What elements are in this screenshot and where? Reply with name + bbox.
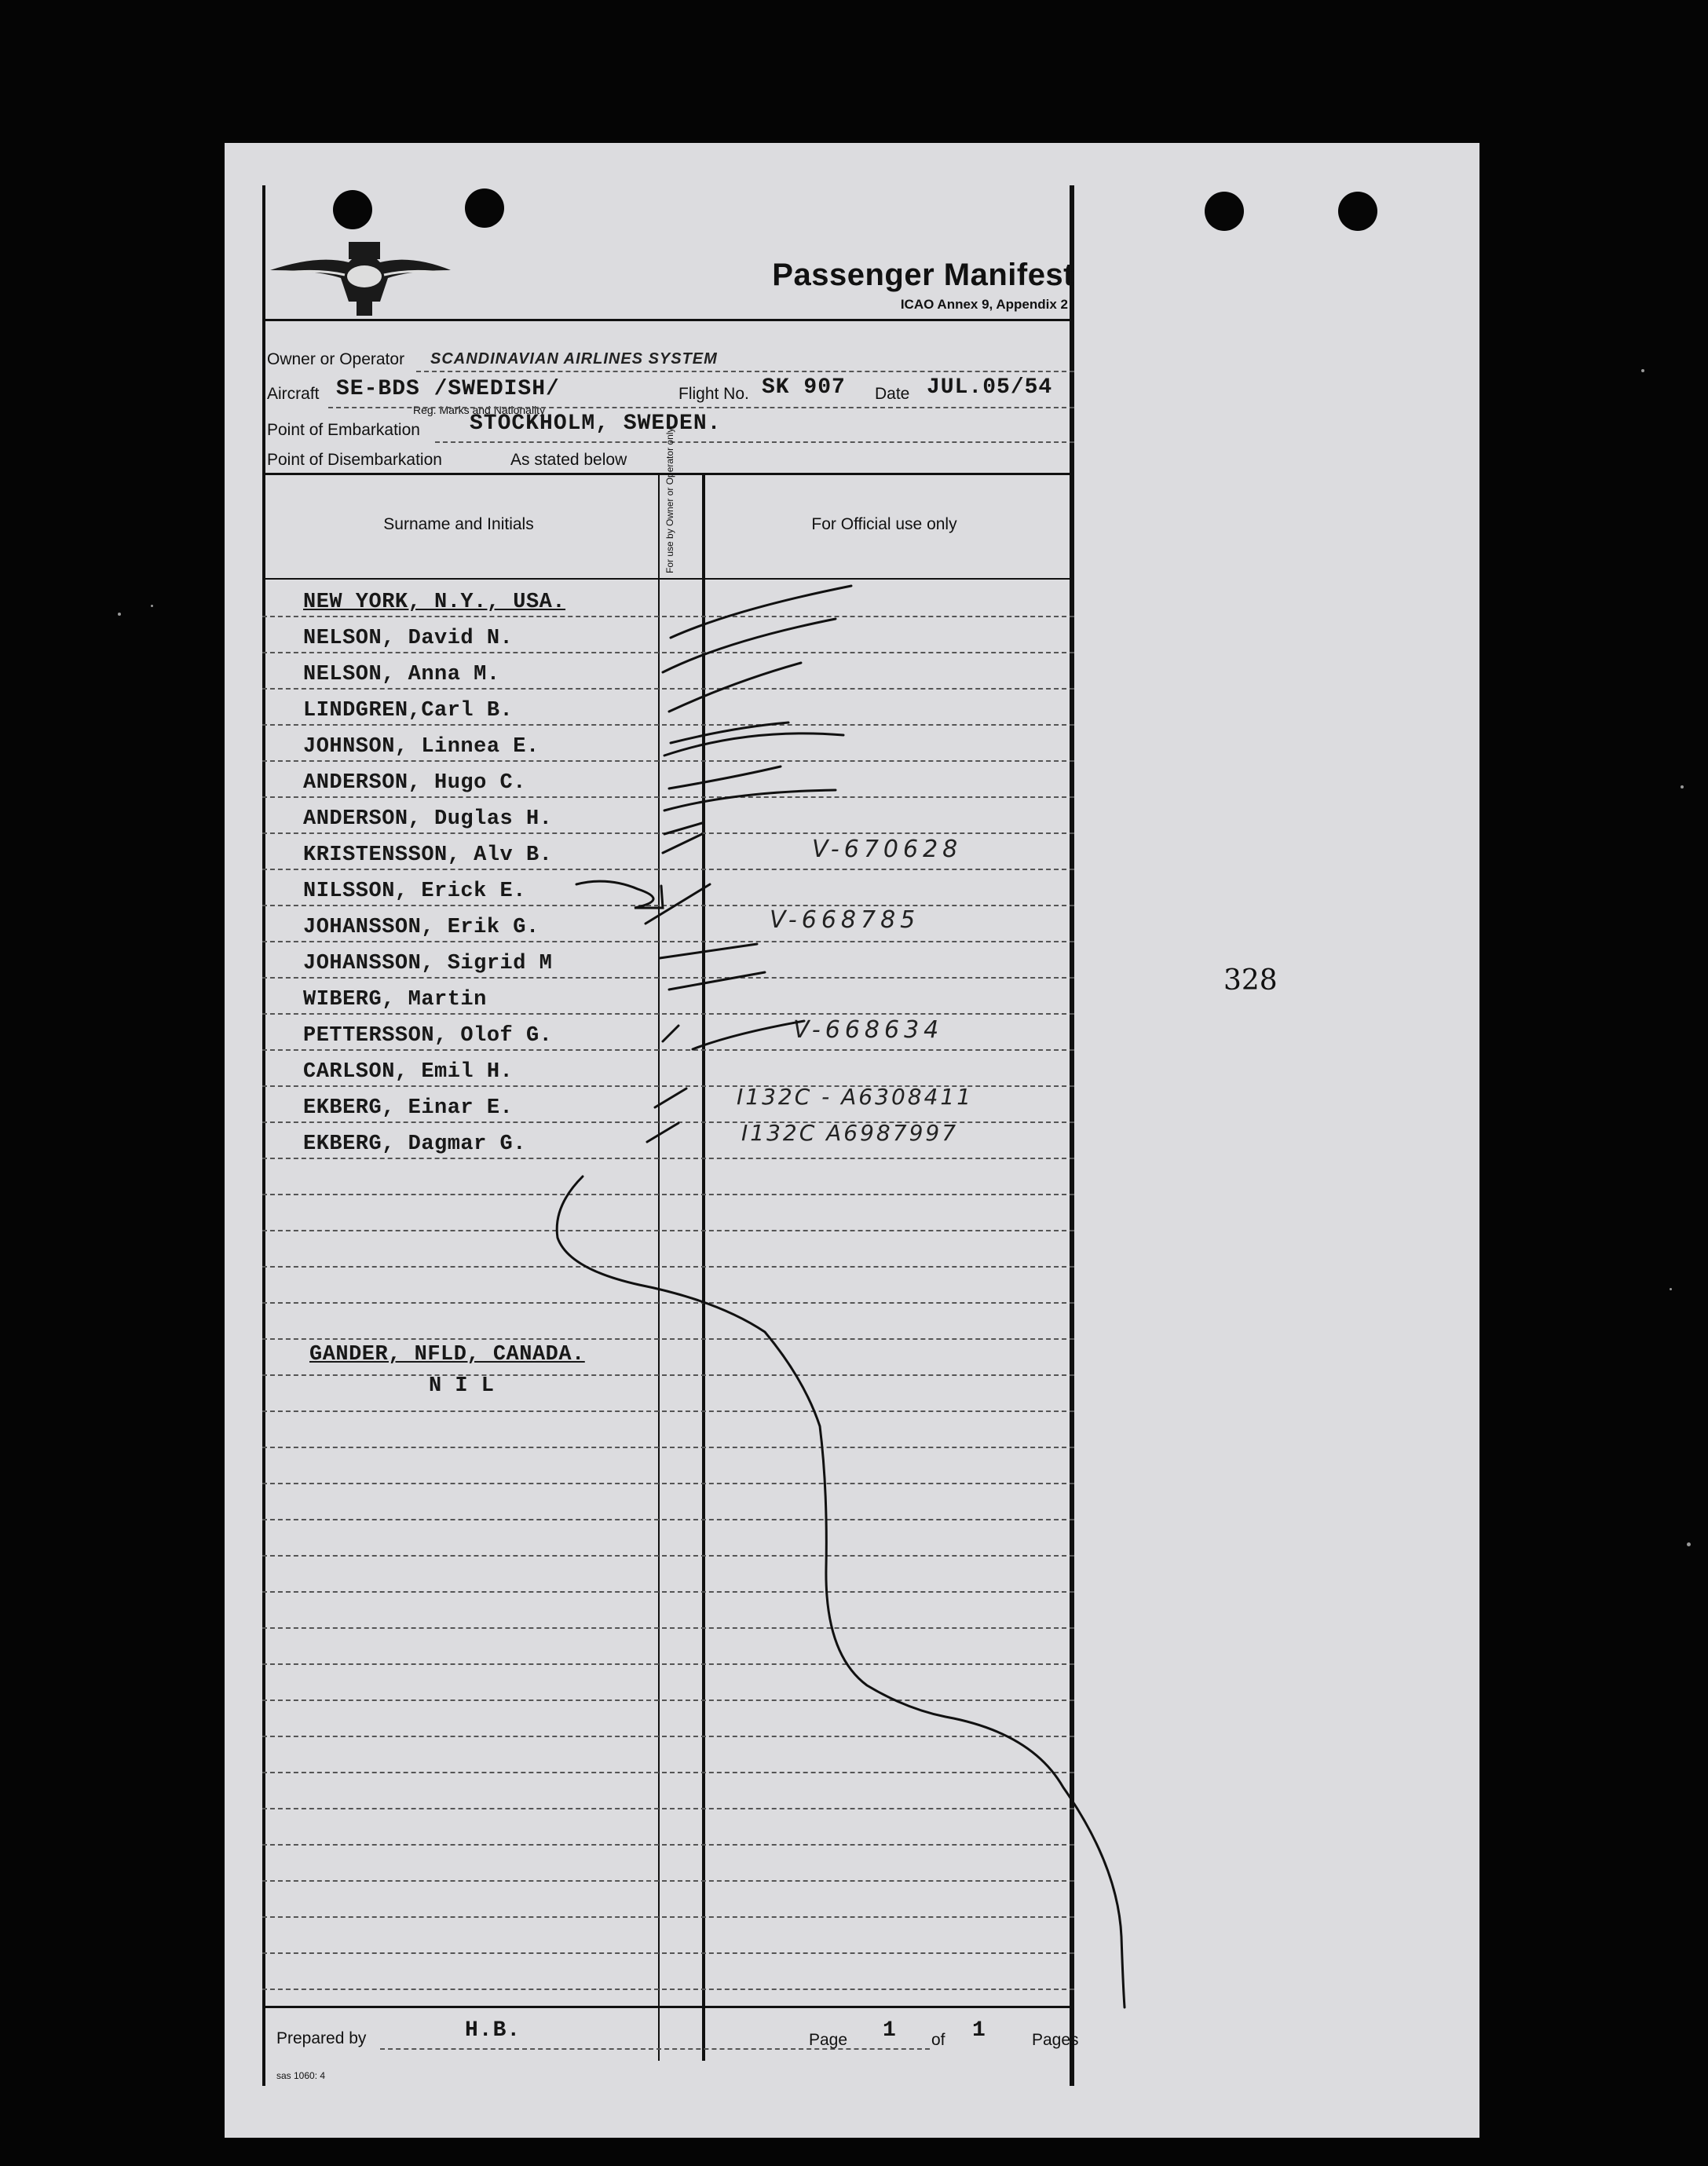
manifest-form bbox=[262, 185, 1079, 2086]
page-side-number: 328 bbox=[1223, 964, 1278, 997]
official-annotation: I132C - A6308411 bbox=[737, 1084, 974, 1110]
owner-label: Owner or Operator bbox=[267, 350, 405, 368]
of-label: of bbox=[931, 2031, 945, 2049]
passenger-name: NELSON, David N. bbox=[303, 627, 514, 650]
aircraft-label: Aircraft bbox=[267, 385, 320, 403]
pen-marks bbox=[262, 185, 1126, 2086]
passenger-name: EKBERG, Dagmar G. bbox=[303, 1132, 526, 1156]
gander-value: N I L bbox=[429, 1374, 495, 1398]
surname-column-header: Surname and Initials bbox=[383, 515, 534, 533]
scan-speck bbox=[151, 605, 153, 607]
scan-speck bbox=[1641, 369, 1644, 372]
scan-speck bbox=[1687, 1542, 1691, 1546]
owner-column-header: For use by Owner or Operator only bbox=[664, 427, 675, 573]
form-subtitle: ICAO Annex 9, Appendix 2 bbox=[900, 297, 1068, 312]
passenger-name: NILSSON, Erick E. bbox=[303, 880, 526, 903]
destination-heading: NEW YORK, N.Y., USA. bbox=[303, 591, 566, 614]
passenger-name: KRISTENSSON, Alv B. bbox=[303, 843, 553, 867]
scan-speck bbox=[1681, 785, 1684, 788]
passenger-name: NELSON, Anna M. bbox=[303, 663, 500, 686]
passenger-name: EKBERG, Einar E. bbox=[303, 1096, 514, 1120]
passenger-name: LINDGREN,Carl B. bbox=[303, 699, 514, 723]
passenger-name: JOHANSSON, Erik G. bbox=[303, 916, 539, 939]
scan-speck bbox=[1670, 1288, 1672, 1290]
aircraft-value: SE-BDS /SWEDISH/ bbox=[336, 377, 560, 401]
flight-value: SK 907 bbox=[762, 375, 846, 400]
disembark-value: As stated below bbox=[510, 451, 627, 469]
gander-heading: GANDER, NFLD, CANADA. bbox=[309, 1343, 585, 1367]
date-value: JUL.05/54 bbox=[927, 375, 1053, 400]
disembark-label: Point of Disembarkation bbox=[267, 451, 442, 469]
owner-value: SCANDINAVIAN AIRLINES SYSTEM bbox=[430, 350, 718, 368]
date-label: Date bbox=[875, 385, 910, 403]
official-annotation: I132C A6987997 bbox=[741, 1120, 959, 1146]
form-code: sas 1060: 4 bbox=[276, 2070, 326, 2081]
official-column-header: For Official use only bbox=[811, 515, 957, 533]
passenger-name: PETTERSSON, Olof G. bbox=[303, 1024, 553, 1048]
flight-label: Flight No. bbox=[678, 385, 749, 403]
passenger-name: JOHNSON, Linnea E. bbox=[303, 735, 539, 759]
page-number: 1 bbox=[883, 2018, 897, 2043]
official-annotation: V-668785 bbox=[770, 906, 920, 934]
pages-label: Pages bbox=[1032, 2031, 1079, 2049]
embark-value: STOCKHOLM, SWEDEN. bbox=[470, 412, 722, 436]
scan-speck bbox=[118, 613, 121, 616]
page-label: Page bbox=[809, 2031, 848, 2049]
punch-hole bbox=[1205, 192, 1244, 231]
passenger-name: ANDERSON, Duglas H. bbox=[303, 807, 553, 831]
passenger-name: ANDERSON, Hugo C. bbox=[303, 771, 526, 795]
official-annotation: V-670628 bbox=[812, 836, 963, 863]
embark-label: Point of Embarkation bbox=[267, 421, 420, 439]
punch-hole bbox=[1338, 192, 1377, 231]
passenger-name: JOHANSSON, Sigrid M bbox=[303, 952, 553, 975]
total-pages: 1 bbox=[972, 2018, 986, 2043]
prepared-by-value: H.B. bbox=[465, 2018, 521, 2043]
official-annotation: V-668634 bbox=[793, 1016, 944, 1044]
prepared-by-label: Prepared by bbox=[276, 2029, 367, 2047]
passenger-name: WIBERG, Martin bbox=[303, 988, 487, 1012]
reg-marks-label: Reg. Marks and Nationality bbox=[413, 404, 546, 416]
passenger-name: CARLSON, Emil H. bbox=[303, 1060, 514, 1084]
form-title: Passenger Manifest bbox=[772, 258, 1074, 292]
